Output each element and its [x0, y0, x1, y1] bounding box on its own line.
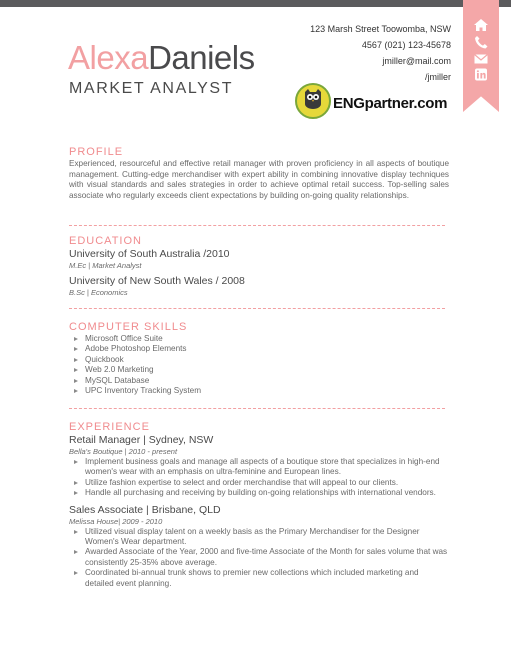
- last-name: Daniels: [148, 39, 255, 76]
- profile-heading: PROFILE: [69, 146, 124, 158]
- person-name: [68, 38, 255, 78]
- profile-text: Experienced, resourceful and effective retail manager with proven proficiency in all aspects of boutique management. Cutting-edge merchandiser with expert ability in combining innovative display techniques with visual standards and sales strategies in order to achieve optimal retail success. Top-selling sales associate who regularly exceeds client expectations by building on-going quality relationships.: [69, 159, 449, 200]
- first-name: Alexa: [68, 39, 149, 76]
- list-item: Utilize fashion expertise to select and order merchandise that will appeal to our clients.: [69, 478, 449, 488]
- list-item: Handle all purchasing and receiving by building on-going relationships with international vendors.: [69, 488, 449, 498]
- list-item: Awarded Associate of the Year, 2000 and five-time Associate of the Month for sales volume that was consistently 25-35% above average.: [69, 547, 449, 568]
- job-duties: [69, 457, 449, 499]
- job-title: MARKET ANALYST: [69, 80, 234, 97]
- education-school: University of New South Wales / 2008: [69, 275, 245, 287]
- address: 123 Marsh Street Toowomba, NSW: [310, 24, 451, 34]
- list-item: Coordinated bi-annual trunk shows to premier new collections which included marketing and detailed event planning.: [69, 568, 449, 589]
- section-divider: [69, 225, 445, 226]
- phone: 4567 (021) 123-45678: [361, 40, 451, 50]
- education-degree: M.Ec | Market Analyst: [69, 261, 142, 270]
- linkedin-icon: [472, 68, 490, 82]
- logo-text: ENGpartner.com: [333, 95, 448, 112]
- mail-icon: [472, 52, 490, 66]
- education-heading: EDUCATION: [69, 235, 142, 247]
- profile-section: [69, 145, 449, 201]
- list-item: Microsoft Office Suite: [69, 334, 449, 344]
- contact-info: [310, 21, 451, 85]
- list-item: UPC Inventory Tracking System: [69, 386, 449, 396]
- email: jmiller@mail.com: [382, 56, 451, 66]
- list-item: Adobe Photoshop Elements: [69, 344, 449, 354]
- education-school: University of South Australia /2010: [69, 248, 230, 260]
- owl-icon: [301, 88, 325, 110]
- job-role: Sales Associate | Brisbane, QLD: [69, 503, 221, 516]
- top-bar: [0, 0, 511, 7]
- job-role: Retail Manager | Sydney, NSW: [69, 434, 214, 446]
- job-duties: [69, 527, 449, 589]
- job-company: Bella's Boutique | 2010 - present: [69, 447, 178, 456]
- education-degree: B.Sc | Economics: [69, 288, 128, 297]
- list-item: Quickbook: [69, 355, 449, 365]
- social-handle: /jmiller: [425, 72, 451, 82]
- contact-ribbon: [463, 0, 499, 112]
- list-item: Utilized visual display talent on a weekly basis as the Primary Merchandiser for the Designer Women's Wear department.: [69, 527, 449, 548]
- home-icon: [472, 18, 490, 32]
- skills-heading: COMPUTER SKILLS: [69, 321, 188, 333]
- experience-heading: EXPERIENCE: [69, 421, 150, 433]
- skills-section: [69, 320, 449, 396]
- experience-section: [69, 420, 449, 589]
- list-item: MySQL Database: [69, 376, 449, 386]
- engpartner-logo: [295, 82, 449, 122]
- skills-list: [69, 334, 449, 396]
- education-section: [69, 234, 449, 298]
- phone-icon: [472, 35, 490, 49]
- job-company: Melissa House| 2009 - 2010: [69, 516, 163, 526]
- section-divider: [69, 408, 445, 409]
- section-divider: [69, 308, 445, 309]
- list-item: Implement business goals and manage all aspects of a boutique store that specializes in high-end women's wear with an emphasis on ultra-feminine and European lines.: [69, 457, 449, 478]
- list-item: Web 2.0 Marketing: [69, 365, 449, 375]
